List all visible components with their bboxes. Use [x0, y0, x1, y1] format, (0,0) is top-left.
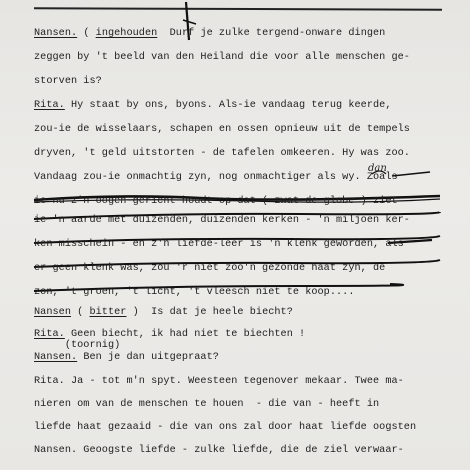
line-16: Nansen. Ben je dan uitgepraat?: [34, 352, 219, 363]
line-8: ie nu z'n oogen gericht houdt op dat ( zwat de globe ) ziet: [34, 196, 398, 207]
line-3: storven is?: [34, 76, 102, 87]
line-5: zou-ie de wisselaars, schapen en ossen opnieuw uit de tempels: [34, 124, 410, 135]
line-1: Nansen. ( ingehouden Durf je zulke tergend-onware dingen: [34, 28, 386, 39]
handwritten-note: dan: [368, 163, 387, 174]
line-19: liefde haat gezaaid - die van ons zal door haat liefde oogsten: [34, 422, 417, 433]
line-10: ken misschein - en z'n liefde-leer is 'n klenk geworden, als: [34, 239, 404, 250]
line-17: Rita. Ja - tot m'n spyt. Weesteen tegenover mekaar. Twee ma-: [34, 376, 404, 387]
line-15: (toornig): [34, 340, 121, 351]
line-13: Nansen ( bitter ) Is dat je heele biecht?: [34, 307, 293, 318]
line-9: ie 'n aarde met duizenden, duizenden kerken - 'n miljoen ker-: [34, 215, 410, 226]
line-18: nieren om van de menschen te houen - die van - heeft in: [34, 399, 380, 410]
line-7: Vandaag zou-ie onmachtig zyn, nog onmachtiger als wy. Zoals: [34, 172, 398, 183]
line-4: Rita. Hy staat by ons, byons. Als-ie vandaag terug keerde,: [34, 100, 392, 111]
line-2: zeggen by 't beeld van den Heiland die voor alle menschen ge-: [34, 52, 410, 63]
line-12: zon, 't groen, 't licht, 't vleesch niet te koop....: [34, 287, 355, 298]
line-20: Nansen. Geoogste liefde - zulke liefde, die de ziel verwaar-: [34, 445, 404, 456]
line-14: Rita. Geen biecht, ik had niet te biechten !: [34, 329, 306, 340]
line-6: dryven, 't geld uitstorten - de tafelen omkeeren. Hy was zoo.: [34, 148, 410, 159]
line-11: er geen klenk was, zou 'r niet zoo'n gezonde haat zyn, de: [34, 263, 386, 274]
